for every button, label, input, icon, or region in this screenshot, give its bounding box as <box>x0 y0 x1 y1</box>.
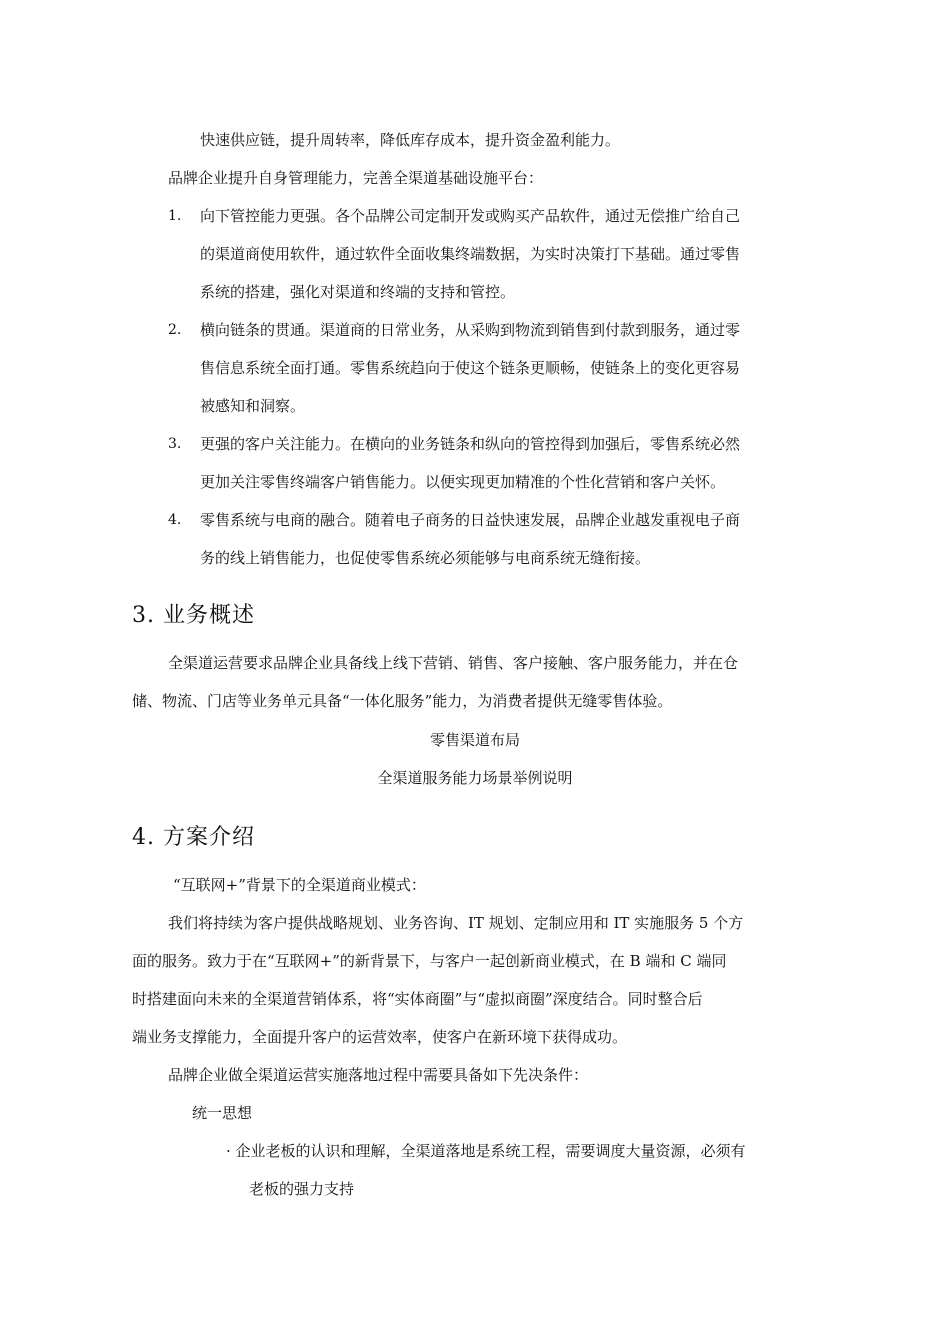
section-3-para-line-2: 储、物流、门店等业务单元具备“一体化服务”能力，为消费者提供无缝零售体验。 <box>132 692 673 710</box>
section-4-subheading: “互联网+”背景下的全渠道商业模式： <box>173 876 426 894</box>
list-item-4-line-2: 务的线上销售能力，也促使零售系统必须能够与电商系统无缝衔接。 <box>200 549 651 567</box>
list-item-2-line-3: 被感知和洞察。 <box>200 397 306 415</box>
figure-caption-retail-channel: 零售渠道布局 <box>429 731 520 749</box>
list-item-2-line-2: 售信息系统全面打通。零售系统趋向于使这个链条更顺畅，使链条上的变化更容易 <box>200 359 741 377</box>
bullet-item-line-1: · 企业老板的认识和理解，全渠道落地是系统工程，需要调度大量资源，必须有 <box>226 1142 746 1160</box>
section-3-heading: 3. 业务概述 <box>132 603 255 628</box>
intro-continuation: 快速供应链，提升周转率，降低库存成本，提升资金盈利能力。 <box>200 131 621 149</box>
list-item-4-line-1: 零售系统与电商的融合。随着电子商务的日益快速发展，品牌企业越发重视电子商 <box>200 511 741 529</box>
section-4-para-line-3: 时搭建面向未来的全渠道营销体系，将“实体商圈”与“虚拟商圈”深度结合。同时整合后 <box>132 990 703 1008</box>
section-4-para-line-2: 面的服务。致力于在“互联网+”的新背景下，与客户一起创新商业模式，在 B 端和 C 端同 <box>132 952 727 970</box>
section-4-para-line-4: 端业务支撑能力，全面提升客户的运营效率，使客户在新环境下获得成功。 <box>132 1028 628 1046</box>
section-4-lead: 品牌企业做全渠道运营实施落地过程中需要具备如下先决条件： <box>168 1066 589 1084</box>
list-number-4: 4. <box>168 512 182 528</box>
section-3-para-line-1: 全渠道运营要求品牌企业具备线上线下营销、销售、客户接触、客户服务能力，并在仓 <box>168 654 739 672</box>
list-number-3: 3. <box>168 436 182 452</box>
bullet-item-line-2: 老板的强力支持 <box>249 1180 355 1198</box>
figure-caption-service-scenario: 全渠道服务能力场景举例说明 <box>377 769 573 787</box>
list-number-1: 1. <box>168 208 182 224</box>
list-item-3-line-1: 更强的客户关注能力。在横向的业务链条和纵向的管控得到加强后，零售系统必然 <box>200 435 741 453</box>
list-item-1-line-3: 系统的搭建，强化对渠道和终端的支持和管控。 <box>200 283 516 301</box>
list-number-2: 2. <box>168 322 182 338</box>
section-4-para-line-1: 我们将持续为客户提供战略规划、业务咨询、IT 规划、定制应用和 IT 实施服务 5 个方 <box>168 914 744 932</box>
list-item-3-line-2: 更加关注零售终端客户销售能力。以便实现更加精准的个性化营销和客户关怀。 <box>200 473 726 491</box>
intro-lead: 品牌企业提升自身管理能力，完善全渠道基础设施平台： <box>168 169 544 187</box>
condition-title: 统一思想 <box>192 1104 253 1122</box>
section-4-heading: 4. 方案介绍 <box>132 825 255 850</box>
list-item-1-line-1: 向下管控能力更强。各个品牌公司定制开发或购买产品软件，通过无偿推广给自己 <box>200 207 741 225</box>
list-item-1-line-2: 的渠道商使用软件，通过软件全面收集终端数据，为实时决策打下基础。通过零售 <box>200 245 741 263</box>
list-item-2-line-1: 横向链条的贯通。渠道商的日常业务，从采购到物流到销售到付款到服务，通过零 <box>200 321 741 339</box>
